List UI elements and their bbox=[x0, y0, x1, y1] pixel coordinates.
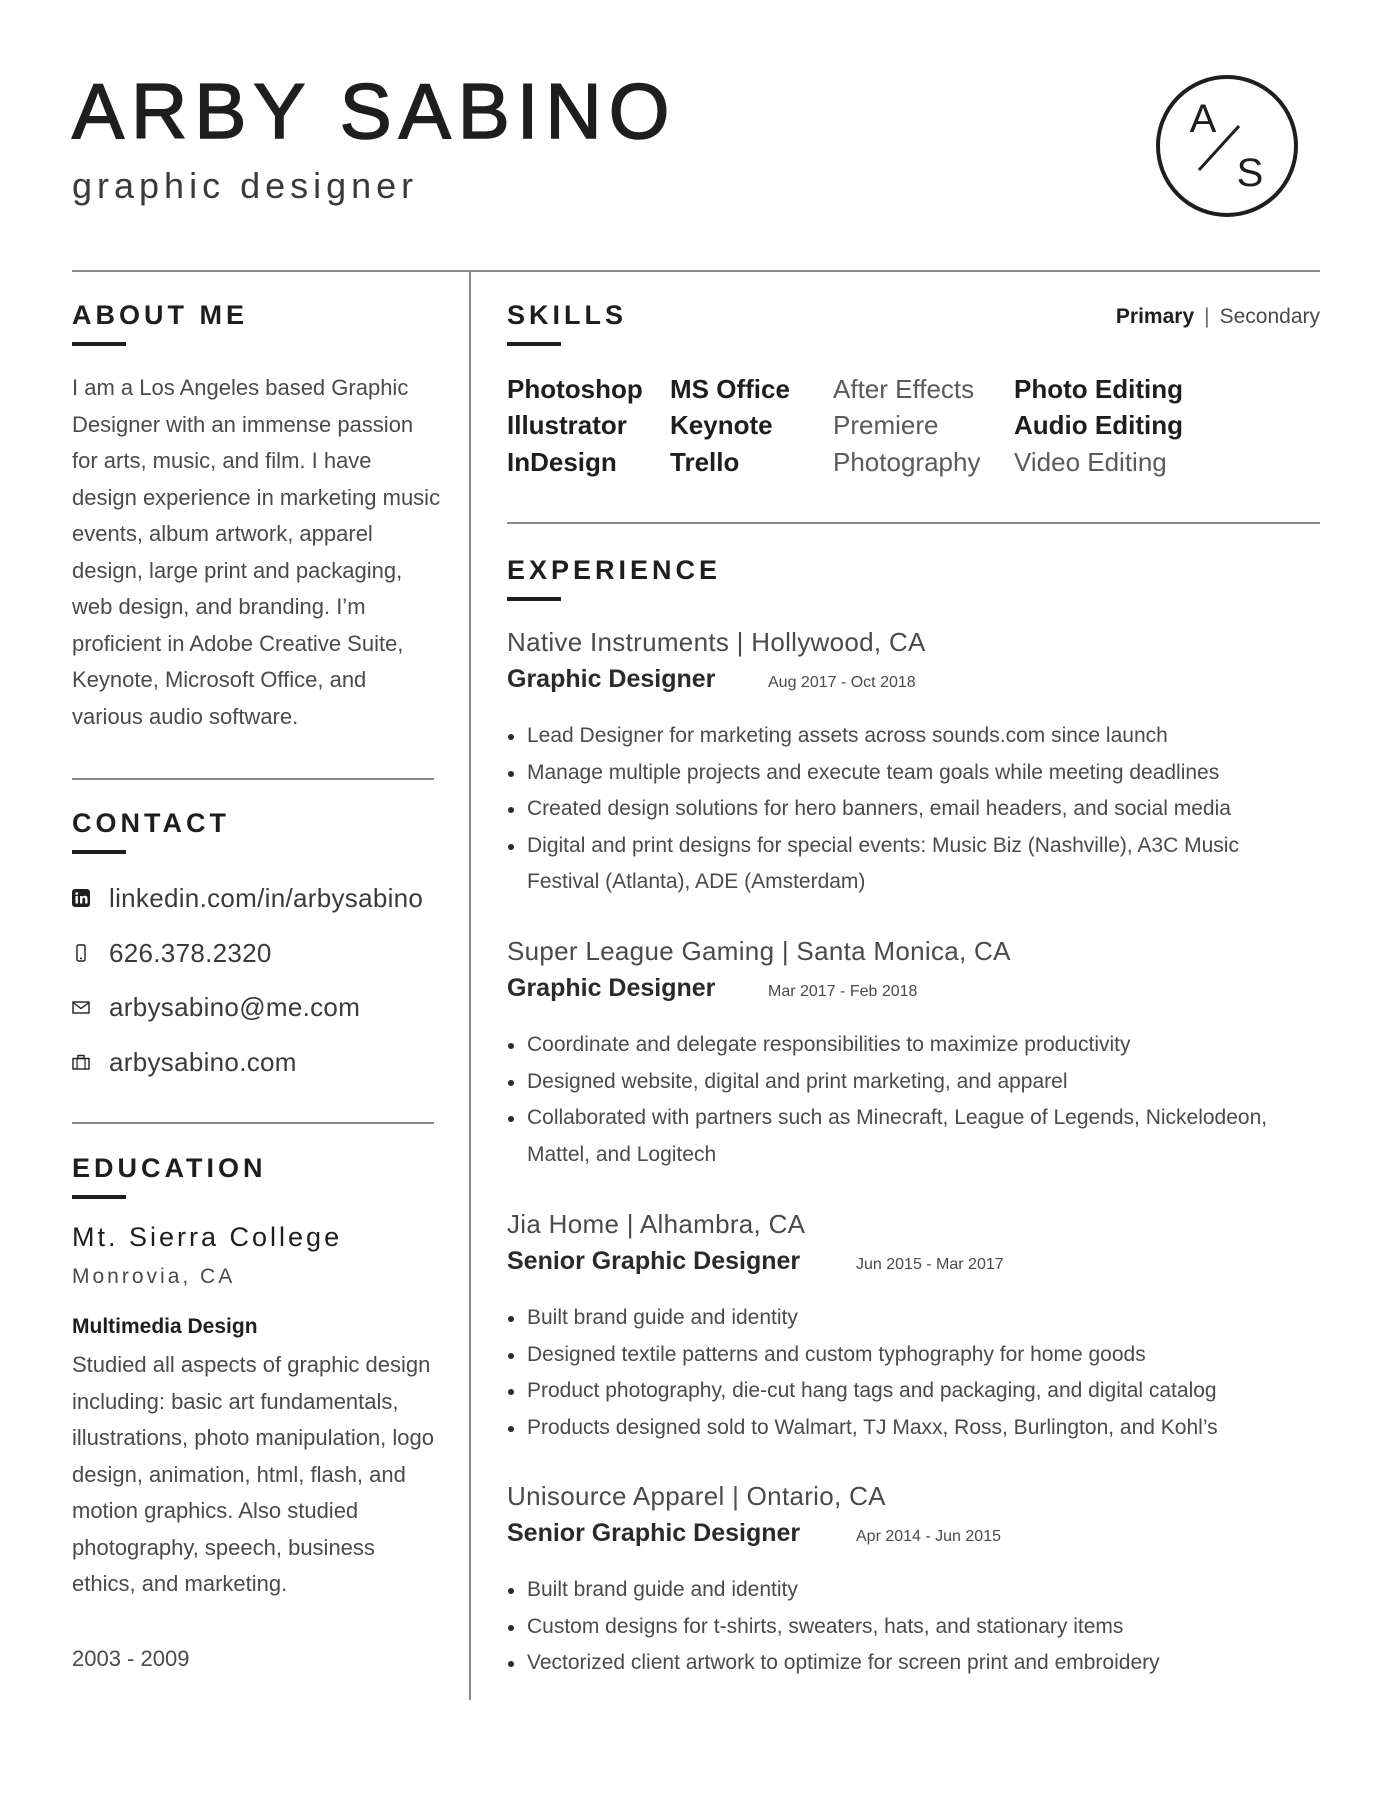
education-description: Studied all aspects of graphic design including: basic art fundamentals, illustrations, photo manipulation, logo design, animation, html, flash, and motion graphics. Also studied photography, speech, business ethics, and marketing. bbox=[72, 1352, 435, 1596]
briefcase-icon bbox=[72, 1053, 90, 1071]
job-bullet: Manage multiple projects and execute team goals while meeting deadlines bbox=[507, 755, 1307, 792]
skills-divider bbox=[507, 522, 1320, 524]
contact-linkedin[interactable] bbox=[72, 881, 423, 915]
job-bullets bbox=[507, 1572, 1307, 1682]
contact-website-text[interactable]: arbysabino.com bbox=[109, 1046, 297, 1077]
skills-legend bbox=[1116, 305, 1320, 329]
job-company: Jia Home | Alhambra, CA bbox=[507, 1209, 806, 1239]
job-title: Senior Graphic Designer bbox=[507, 1247, 801, 1275]
job-dates: Apr 2014 - Jun 2015 bbox=[856, 1528, 1001, 1545]
education-years: 2003 - 2009 bbox=[72, 1646, 190, 1671]
job-bullet: Custom designs for t-shirts, sweaters, hats, and stationary items bbox=[507, 1609, 1307, 1646]
resume-name: ARBY SABINO bbox=[72, 67, 677, 155]
skill-item: Video Editing bbox=[1014, 447, 1167, 477]
monogram-letter-bottom: S bbox=[1236, 151, 1264, 195]
job-bullets bbox=[507, 1300, 1307, 1446]
education-heading-underline bbox=[72, 1195, 126, 1199]
skill-item: Photo Editing bbox=[1014, 374, 1183, 404]
job-title: Senior Graphic Designer bbox=[507, 1519, 801, 1547]
skills-heading: SKILLS bbox=[507, 300, 628, 330]
contact-email[interactable] bbox=[72, 990, 360, 1024]
job-bullet: Vectorized client artwork to optimize for screen print and embroidery bbox=[507, 1645, 1307, 1682]
skill-item: MS Office bbox=[670, 374, 790, 404]
job-bullet: Designed textile patterns and custom typhography for home goods bbox=[507, 1337, 1307, 1374]
skill-item: Photoshop bbox=[507, 374, 643, 404]
contact-heading: CONTACT bbox=[72, 808, 230, 838]
job-title-subtitle: graphic designer bbox=[72, 165, 419, 206]
about-divider bbox=[72, 778, 434, 780]
legend-primary: Primary bbox=[1115, 305, 1195, 328]
job-title: Graphic Designer bbox=[507, 974, 716, 1002]
header-divider bbox=[72, 270, 1320, 272]
skill-item: Keynote bbox=[670, 410, 773, 440]
monogram-letter-top: A bbox=[1189, 97, 1217, 141]
skill-item: InDesign bbox=[507, 447, 617, 477]
job-bullet: Coordinate and delegate responsibilities to maximize productivity bbox=[507, 1027, 1307, 1064]
skill-item: After Effects bbox=[833, 374, 975, 404]
job-company: Unisource Apparel | Ontario, CA bbox=[507, 1481, 886, 1511]
job-bullet: Designed website, digital and print marketing, and apparel bbox=[507, 1064, 1307, 1101]
job-bullet: Created design solutions for hero banners, email headers, and social media bbox=[507, 791, 1307, 828]
job-bullet: Collaborated with partners such as Minecraft, League of Legends, Nickelodeon, Mattel, and Logitech bbox=[507, 1100, 1307, 1173]
phone-icon bbox=[72, 944, 90, 962]
contact-website[interactable] bbox=[72, 1045, 297, 1079]
skill-item: Premiere bbox=[833, 410, 939, 440]
job-bullet: Built brand guide and identity bbox=[507, 1300, 1307, 1337]
legend-secondary: Secondary bbox=[1219, 305, 1320, 328]
job-bullet: Product photography, die-cut hang tags and packaging, and digital catalog bbox=[507, 1373, 1307, 1410]
job-bullets bbox=[507, 718, 1307, 901]
job-bullet: Lead Designer for marketing assets across sounds.com since launch bbox=[507, 718, 1307, 755]
education-city: Monrovia, CA bbox=[72, 1265, 236, 1288]
job-company: Native Instruments | Hollywood, CA bbox=[507, 627, 926, 657]
contact-phone-text[interactable]: 626.378.2320 bbox=[109, 937, 272, 968]
job-bullet: Built brand guide and identity bbox=[507, 1572, 1307, 1609]
job-title: Graphic Designer bbox=[507, 665, 716, 693]
about-heading: ABOUT ME bbox=[72, 300, 248, 330]
skill-item: Trello bbox=[670, 447, 740, 477]
skill-item: Audio Editing bbox=[1014, 410, 1183, 440]
job-bullet: Digital and print designs for special events: Music Biz (Nashville), A3C Music Festival (Atlanta), ADE (Amsterdam) bbox=[507, 828, 1307, 901]
contact-heading-underline bbox=[72, 850, 126, 854]
experience-heading-underline bbox=[507, 597, 561, 601]
skills-heading-underline bbox=[507, 342, 561, 346]
job-bullet: Products designed sold to Walmart, TJ Maxx, Ross, Burlington, and Kohl’s bbox=[507, 1410, 1307, 1447]
linkedin-icon bbox=[72, 889, 90, 907]
education-major: Multimedia Design bbox=[72, 1315, 258, 1338]
job-dates: Jun 2015 - Mar 2017 bbox=[856, 1256, 1004, 1273]
column-divider bbox=[469, 270, 471, 1700]
contact-email-text[interactable]: arbysabino@me.com bbox=[109, 991, 361, 1022]
monogram-logo bbox=[1155, 74, 1299, 218]
job-dates: Aug 2017 - Oct 2018 bbox=[768, 674, 916, 691]
job-bullets bbox=[507, 1027, 1307, 1173]
experience-heading: EXPERIENCE bbox=[507, 555, 722, 585]
contact-linkedin-text[interactable]: linkedin.com/in/arbysabino bbox=[109, 882, 424, 913]
contact-phone[interactable] bbox=[72, 936, 272, 970]
about-text: I am a Los Angeles based Graphic Designer with an immense passion for arts, music, and film. I have design experience in marketing music events, album artwork, apparel design, large print and packaging, web design, and branding. I’m proficient in Adobe Creative Suite, Keynote, Microsoft Office, and various audio software. bbox=[72, 375, 441, 729]
education-heading: EDUCATION bbox=[72, 1153, 267, 1183]
skill-item: Photography bbox=[833, 447, 981, 477]
legend-separator: | bbox=[1204, 305, 1210, 328]
job-company: Super League Gaming | Santa Monica, CA bbox=[507, 936, 1011, 966]
job-dates: Mar 2017 - Feb 2018 bbox=[768, 983, 918, 1000]
about-heading-underline bbox=[72, 342, 126, 346]
mail-icon bbox=[72, 998, 90, 1016]
education-school: Mt. Sierra College bbox=[72, 1222, 343, 1252]
contact-divider bbox=[72, 1122, 434, 1124]
skill-item: Illustrator bbox=[507, 410, 627, 440]
